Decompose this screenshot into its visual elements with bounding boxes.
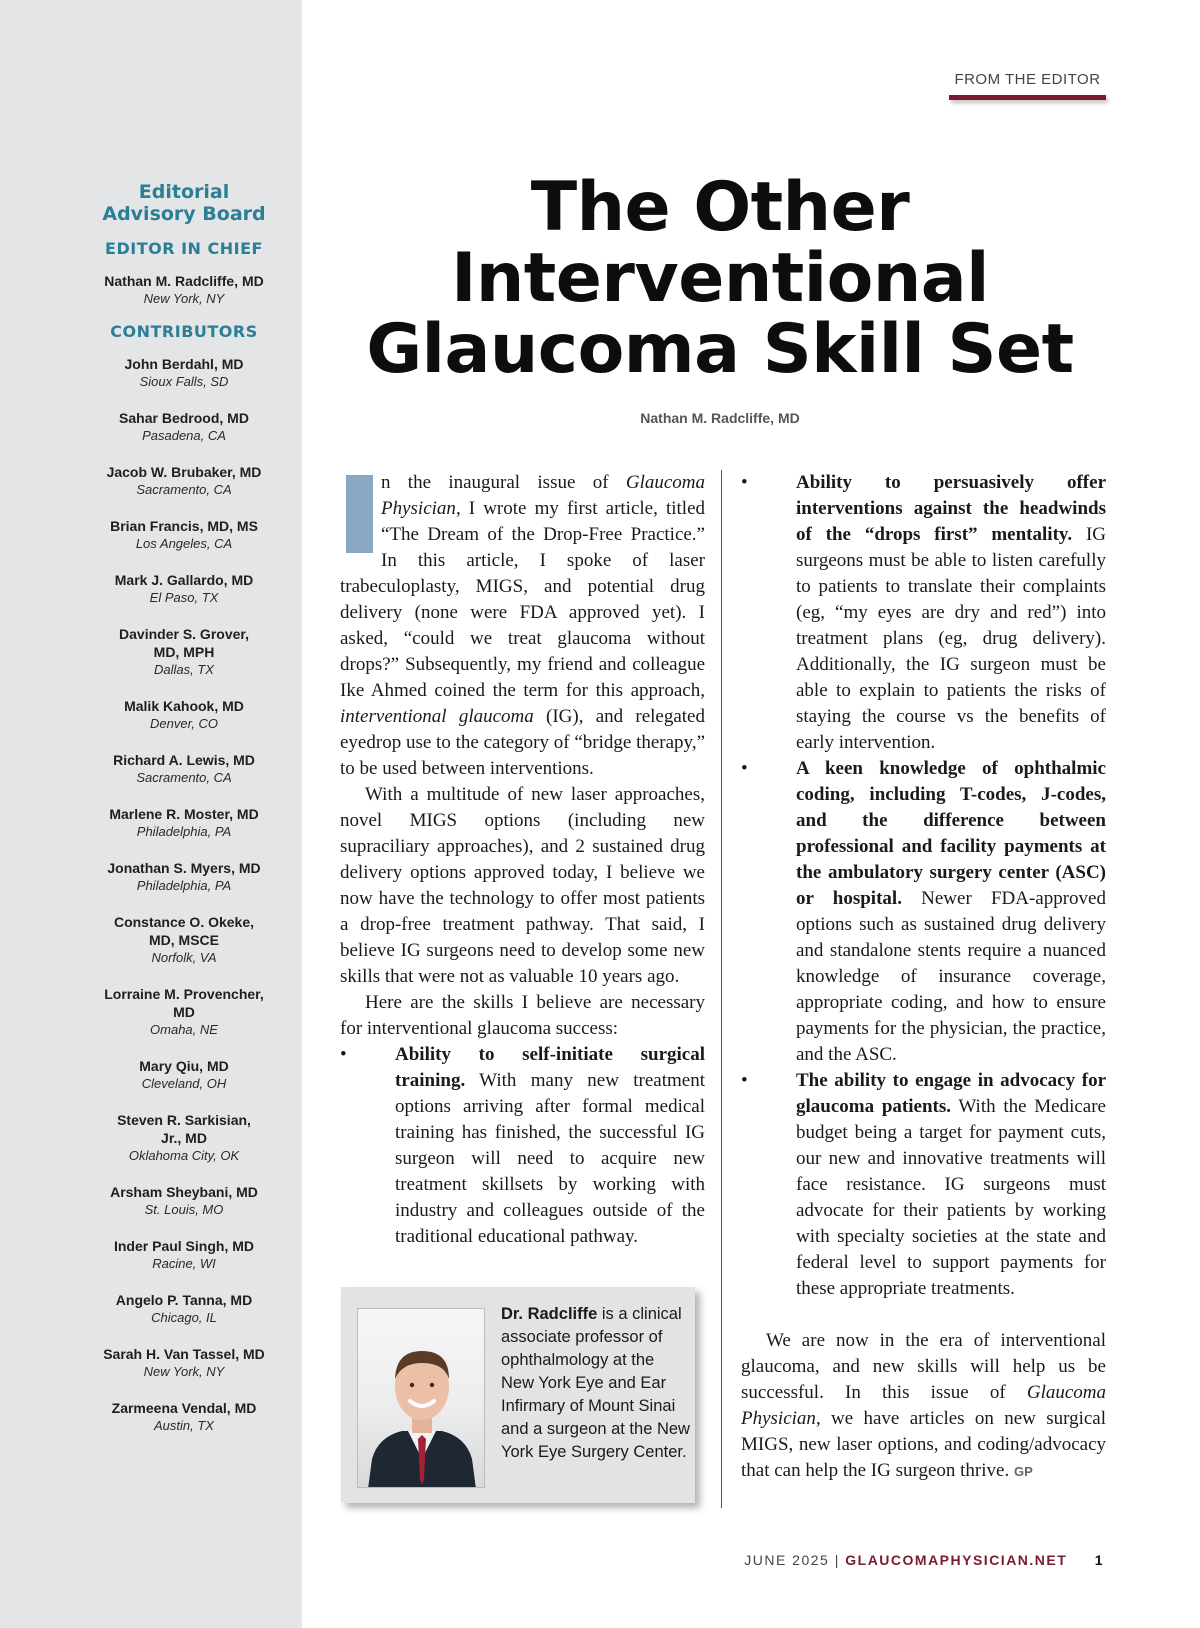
contributor-name: Arsham Sheybani, MD: [110, 1184, 258, 1200]
contributor-entry: [0, 355, 368, 391]
contributor-location: Philadelphia, PA: [136, 824, 232, 839]
article-column-right: [741, 470, 1106, 1485]
contributor-location: Austin, TX: [154, 1418, 214, 1433]
closing-paragraph: We are now in the era of interventional glaucoma, and new skills will help us be successful. In this issue of Glaucoma Physician, we have articles on new surgical MIGS, new laser options, and coding/advocacy that can help the IG surgeon thrive. GP: [741, 1330, 1106, 1481]
author-portrait-icon: [358, 1309, 485, 1488]
contributor-entry: [0, 1399, 368, 1435]
contributor-location: Denver, CO: [150, 716, 218, 731]
byline: Nathan M. Radcliffe, MD: [640, 410, 800, 426]
contributor-name: John Berdahl, MD: [124, 356, 244, 372]
contributor-entry: [0, 985, 368, 1039]
contributor-name: Constance O. Okeke,: [113, 914, 255, 930]
contributor-entry: [0, 1291, 368, 1327]
contributor-name-line-2: MD, MPH: [153, 644, 215, 660]
contributor-entry: [0, 1237, 368, 1273]
contributor-location: Pasadena, CA: [142, 428, 226, 443]
contributor-entry: [0, 859, 368, 895]
contributor-name: Malik Kahook, MD: [124, 698, 244, 714]
contributor-location: St. Louis, MO: [144, 1202, 224, 1217]
editor-location: New York, NY: [143, 291, 225, 306]
contributor-entry: [0, 913, 368, 967]
contributor-name: Angelo P. Tanna, MD: [115, 1292, 253, 1308]
contributor-name: Jacob W. Brubaker, MD: [106, 464, 262, 480]
contributor-location: Philadelphia, PA: [136, 878, 232, 893]
contributor-name: Mary Qiu, MD: [139, 1058, 229, 1074]
title-line-3: Glaucoma Skill Set: [366, 310, 1074, 389]
title-line-2: Interventional: [451, 239, 989, 318]
advisory-board-heading: [0, 181, 368, 225]
contributor-location: Sacramento, CA: [136, 482, 232, 497]
website-link[interactable]: GLAUCOMAPHYSICIAN.NET: [845, 1552, 1068, 1568]
interventional-glaucoma-term: interventional glaucoma: [340, 706, 534, 727]
contributor-entry: [0, 1345, 368, 1381]
contributor-name: Mark J. Gallardo, MD: [114, 572, 254, 588]
contributor-location: Cleveland, OH: [141, 1076, 227, 1091]
advisory-board-list: [0, 181, 368, 1453]
skill-bullet-3: • A keen knowledge of ophthalmic coding, including T-codes, J-codes, and the difference between professional and facility payments at the ambulatory surgery center (ASC) or hospital. Newer FDA-approved options such as sustained drug delivery and standalone stents require a nuanced knowledge of insurance coverage, appropriate coding, and how to ensure payments for the physician, the practice, and the ASC.: [741, 758, 1106, 1065]
contributor-name: Inder Paul Singh, MD: [113, 1238, 254, 1254]
contributor-name: Brian Francis, MD, MS: [110, 518, 258, 534]
skill-bullet-4: • The ability to engage in advocacy for glaucoma patients. With the Medicare budget being a target for payment cuts, our new and innovative treatments will face resistance. IG surgeons must advocate for their patients by working with specialty societies at the state and federal level to support payments for these appropriate treatments.: [741, 1070, 1106, 1299]
footer-separator: |: [834, 1552, 840, 1568]
paragraph-three: Here are the skills I believe are necessary for interventional glaucoma success:: [340, 992, 705, 1039]
contributor-name: Steven R. Sarkisian,: [117, 1112, 251, 1128]
contributor-name: Marlene R. Moster, MD: [109, 806, 259, 822]
title-line-1: The Other: [530, 168, 910, 247]
contributor-location: Norfolk, VA: [151, 950, 217, 965]
page-footer: [744, 1552, 1104, 1568]
article-title: [330, 168, 1110, 389]
author-bio-name: Dr. Radcliffe: [501, 1305, 598, 1323]
editor-entry: [0, 272, 368, 308]
page-number: 1: [1094, 1552, 1104, 1568]
contributor-location: El Paso, TX: [149, 590, 219, 605]
bullet-icon: •: [741, 472, 748, 493]
contributor-name: Sahar Bedrood, MD: [119, 410, 249, 426]
bullet-icon: •: [741, 1070, 748, 1091]
editor-in-chief-label: EDITOR IN CHIEF: [105, 239, 263, 258]
journal-name: Glaucoma Physician: [381, 472, 705, 519]
contributor-entry: [0, 463, 368, 499]
contributor-name-line-2: MD: [173, 1004, 195, 1020]
contributor-entry: [0, 409, 368, 445]
contributor-location: Sacramento, CA: [136, 770, 232, 785]
contributor-location: Oklahoma City, OK: [128, 1148, 240, 1163]
contributor-name: Lorraine M. Provencher,: [104, 986, 264, 1002]
contributor-entry: [0, 1057, 368, 1093]
contributor-location: Omaha, NE: [150, 1022, 218, 1037]
paragraph-two: With a multitude of new laser approaches, novel MIGS options (including new supraciliary approaches), and 2 sustained drug delivery options approved today, I believe we now have the technology to offer most patients a drop-free treatment pathway. That said, I believe IG surgeons need to develop some new skills that were not as valuable 10 years ago.: [340, 784, 705, 987]
contributor-name: Zarmeena Vendal, MD: [111, 1400, 257, 1416]
contributor-entry: [0, 1111, 368, 1165]
column-divider: [721, 470, 722, 1508]
contributor-entry: [0, 751, 368, 787]
editor-name: Nathan M. Radcliffe, MD: [104, 273, 264, 289]
contributor-location: Sioux Falls, SD: [139, 374, 229, 389]
contributor-name: Jonathan S. Myers, MD: [107, 860, 261, 876]
contributor-location: New York, NY: [143, 1364, 225, 1379]
contributor-entry: [0, 697, 368, 733]
contributor-location: Dallas, TX: [154, 662, 214, 677]
kicker-underline: [949, 95, 1106, 100]
advisory-heading-line-2: Advisory Board: [102, 203, 266, 225]
end-mark: GP: [1013, 1464, 1033, 1479]
contributor-location: Racine, WI: [152, 1256, 216, 1271]
issue-date: JUNE 2025: [744, 1552, 830, 1568]
contributor-name: Sarah H. Van Tassel, MD: [103, 1346, 265, 1362]
contributor-name-line-2: Jr., MD: [161, 1130, 207, 1146]
article-column-left: [340, 470, 705, 1250]
skill-bullet-2: • Ability to persuasively offer interventions against the headwinds of the “drops first” mentality. IG surgeons must be able to listen carefully to patients to translate their complaints (eg, “my eyes are dry and red”) into treatment plans (eg, drug delivery). Additionally, the IG surgeon must be able to explain to patients the risks of staying the course vs the benefits of early intervention.: [741, 472, 1106, 753]
contributor-name: Davinder S. Grover,: [119, 626, 249, 642]
contributor-entry: [0, 805, 368, 841]
advisory-heading-line-1: Editorial: [138, 181, 230, 203]
contributor-name-line-2: MD, MSCE: [149, 932, 219, 948]
section-kicker: FROM THE EDITOR: [954, 71, 1101, 88]
author-bio-text: Dr. Radcliffe is a clinical associate professor of ophthalmology at the New York Eye and Ear Infirmary of Mount Sinai and a surgeon at the New York Eye Surgery Center.: [501, 1305, 690, 1461]
author-bio-box: [341, 1287, 695, 1503]
contributor-location: Los Angeles, CA: [135, 536, 233, 551]
contributor-entry: [0, 571, 368, 607]
journal-name: Glaucoma Physician: [741, 1382, 1106, 1429]
contributors-list: [0, 355, 368, 1435]
contributor-name: Richard A. Lewis, MD: [113, 752, 255, 768]
author-photo: [357, 1308, 485, 1488]
contributor-location: Chicago, IL: [151, 1310, 217, 1325]
contributor-entry: [0, 625, 368, 679]
paragraph-intro: n the inaugural issue of Glaucoma Physician, I wrote my first article, titled “The Dream of the Drop-Free Practice.” In this article, I spoke of laser trabeculoplasty, MIGS, and potential drug delivery (none were FDA approved yet). I asked, “could we treat glaucoma without drops?” Subsequently, my friend and colleague Ike Ahmed coined the term for this approach, interventional glaucoma (IG), and relegated eyedrop use to the category of “bridge therapy,” to be used between interventions.: [340, 472, 705, 779]
contributor-entry: [0, 1183, 368, 1219]
skill-bullet-1: • Ability to self-initiate surgical training. With many new treatment options arriving after formal medical training has finished, the successful IG surgeon will need to acquire new treatment skillsets by working with industry and colleagues outside of the traditional educational pathway.: [340, 1044, 705, 1247]
drop-cap: [346, 475, 373, 553]
contributors-label: CONTRIBUTORS: [110, 322, 258, 341]
contributor-entry: [0, 517, 368, 553]
bullet-icon: •: [340, 1044, 347, 1065]
bullet-icon: •: [741, 758, 748, 779]
